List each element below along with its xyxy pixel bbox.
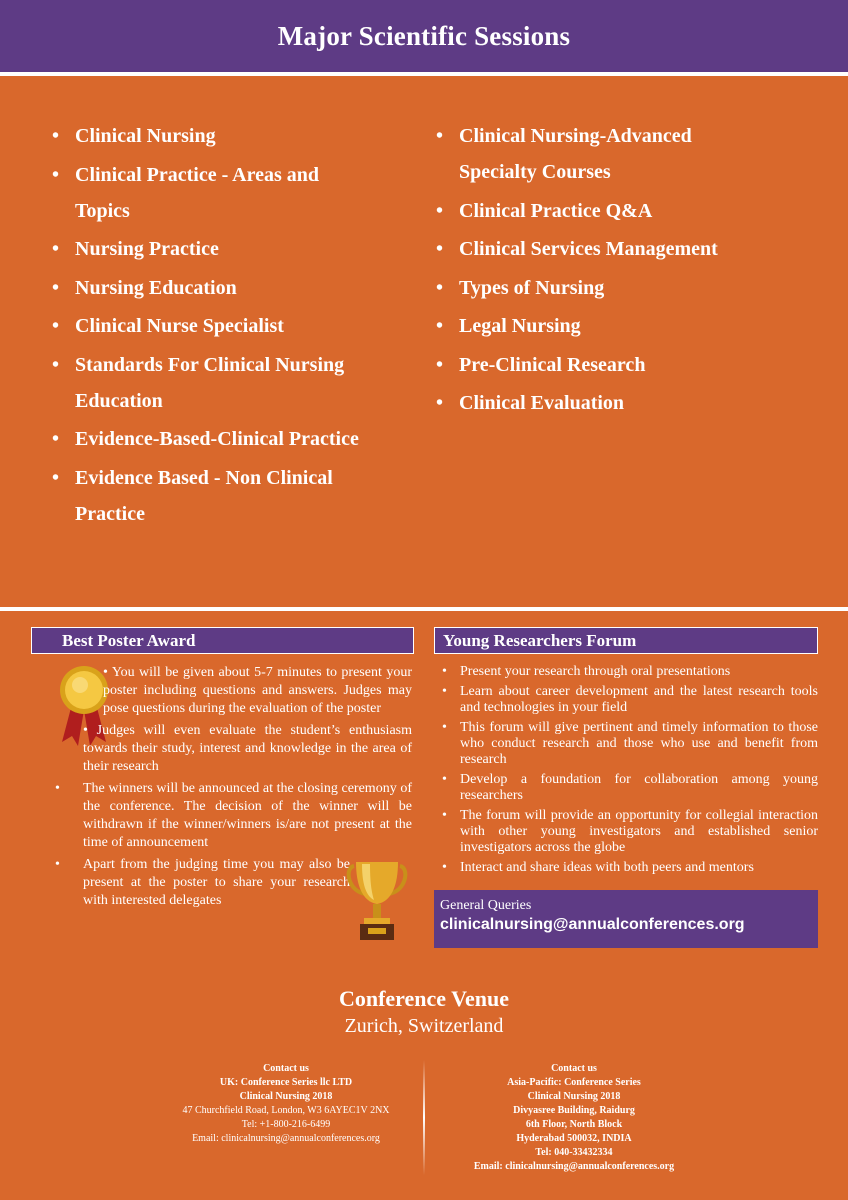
session-item: • Clinical Evaluation	[434, 385, 814, 421]
session-item: • Nursing Practice	[50, 231, 410, 267]
sessions-right-list	[434, 118, 814, 424]
contact-email[interactable]: Email: clinicalnursing@annualconferences.org	[192, 1133, 380, 1144]
contact-org: Asia-Pacific: Conference Series	[507, 1077, 641, 1088]
poster-point: • You will be given about 5-7 minutes to present your poster including questions and answers. Judges may pose questions during the evaluation of the poster	[103, 665, 412, 716]
session-item: • Types of Nursing	[434, 270, 814, 306]
contact-address-line: Hyderabad 500032, INDIA	[516, 1133, 632, 1144]
header-banner	[0, 0, 848, 76]
session-item: • Standards For Clinical Nursing Education	[50, 347, 410, 419]
contact-event: Clinical Nursing 2018	[239, 1091, 333, 1102]
contact-address: 47 Churchfield Road, London, W3 6AYEC1V 2NX	[182, 1105, 390, 1116]
sessions-section	[0, 80, 848, 608]
general-queries-box	[434, 890, 818, 948]
session-item: • Clinical Nursing	[50, 118, 410, 154]
queries-email-link[interactable]: clinicalnursing@annualconferences.org	[440, 916, 745, 933]
young-item: • The forum will provide an opportunity for collegial interaction with other young investigators and established senior investigators across the globe	[440, 808, 818, 856]
session-item: • Clinical Nurse Specialist	[50, 308, 410, 344]
contact-event: Clinical Nursing 2018	[527, 1091, 621, 1102]
young-researchers-list	[440, 664, 818, 880]
contact-email[interactable]: Email: clinicalnursing@annualconferences.org	[473, 1161, 675, 1172]
contact-uk	[150, 1062, 422, 1146]
young-item: • This forum will give pertinent and timely information to those who conduct research and those who use and benefit from research	[440, 720, 818, 768]
contact-tel: Tel: +1-800-216-6499	[241, 1119, 331, 1130]
contact-tel: Tel: 040-33432334	[535, 1147, 613, 1158]
contact-heading: Contact us	[551, 1063, 597, 1074]
venue-city: Zurich, Switzerland	[344, 1015, 504, 1037]
queries-label: General Queries	[440, 898, 532, 913]
session-item: • Clinical Practice - Areas and Topics	[50, 157, 410, 229]
contact-heading: Contact us	[263, 1063, 309, 1074]
young-item: • Learn about career development and the latest research tools and technologies in your field	[440, 684, 818, 716]
session-item: • Evidence-Based-Clinical Practice	[50, 421, 410, 457]
young-item: • Present your research through oral presentations	[440, 664, 818, 680]
poster-point: • Judges will even evaluate the student’s enthusiasm towards their study, interest and knowledge in the area of their research	[83, 723, 412, 774]
poster-point: • The winners will be announced at the closing ceremony of the conference. The decision of the winner will be withdrawn if the winner/winners is/are not present at the time of announcement	[55, 780, 412, 852]
page-title: Major Scientific Sessions	[277, 20, 571, 51]
section-divider	[0, 607, 848, 611]
contact-asia	[430, 1062, 718, 1174]
trophy-icon	[346, 858, 408, 944]
session-item: • Legal Nursing	[434, 308, 814, 344]
young-item: • Develop a foundation for collaboration among young researchers	[440, 772, 818, 804]
contact-address-line: Divyasree Building, Raidurg	[513, 1105, 635, 1116]
session-item: • Evidence Based - Non Clinical Practice	[50, 460, 410, 532]
contact-org: UK: Conference Series llc LTD	[219, 1077, 353, 1088]
venue-title: Conference Venue	[338, 986, 510, 1011]
session-item: • Pre-Clinical Research	[434, 347, 814, 383]
sessions-left-list	[50, 118, 410, 534]
best-poster-title: Best Poster Award	[31, 627, 414, 654]
session-item: • Clinical Practice Q&A	[434, 193, 814, 229]
contact-divider	[423, 1060, 425, 1175]
young-item: • Interact and share ideas with both peers and mentors	[440, 860, 818, 876]
contact-address-line: 6th Floor, North Block	[525, 1119, 623, 1130]
session-item: • Clinical Services Management	[434, 231, 814, 267]
session-item: • Clinical Nursing-Advanced Specialty Courses	[434, 118, 814, 190]
young-researchers-title: Young Researchers Forum	[434, 627, 818, 654]
poster-point: • Apart from the judging time you may also be present at the poster to share your research with interested delegates	[55, 856, 412, 910]
session-item: • Nursing Education	[50, 270, 410, 306]
